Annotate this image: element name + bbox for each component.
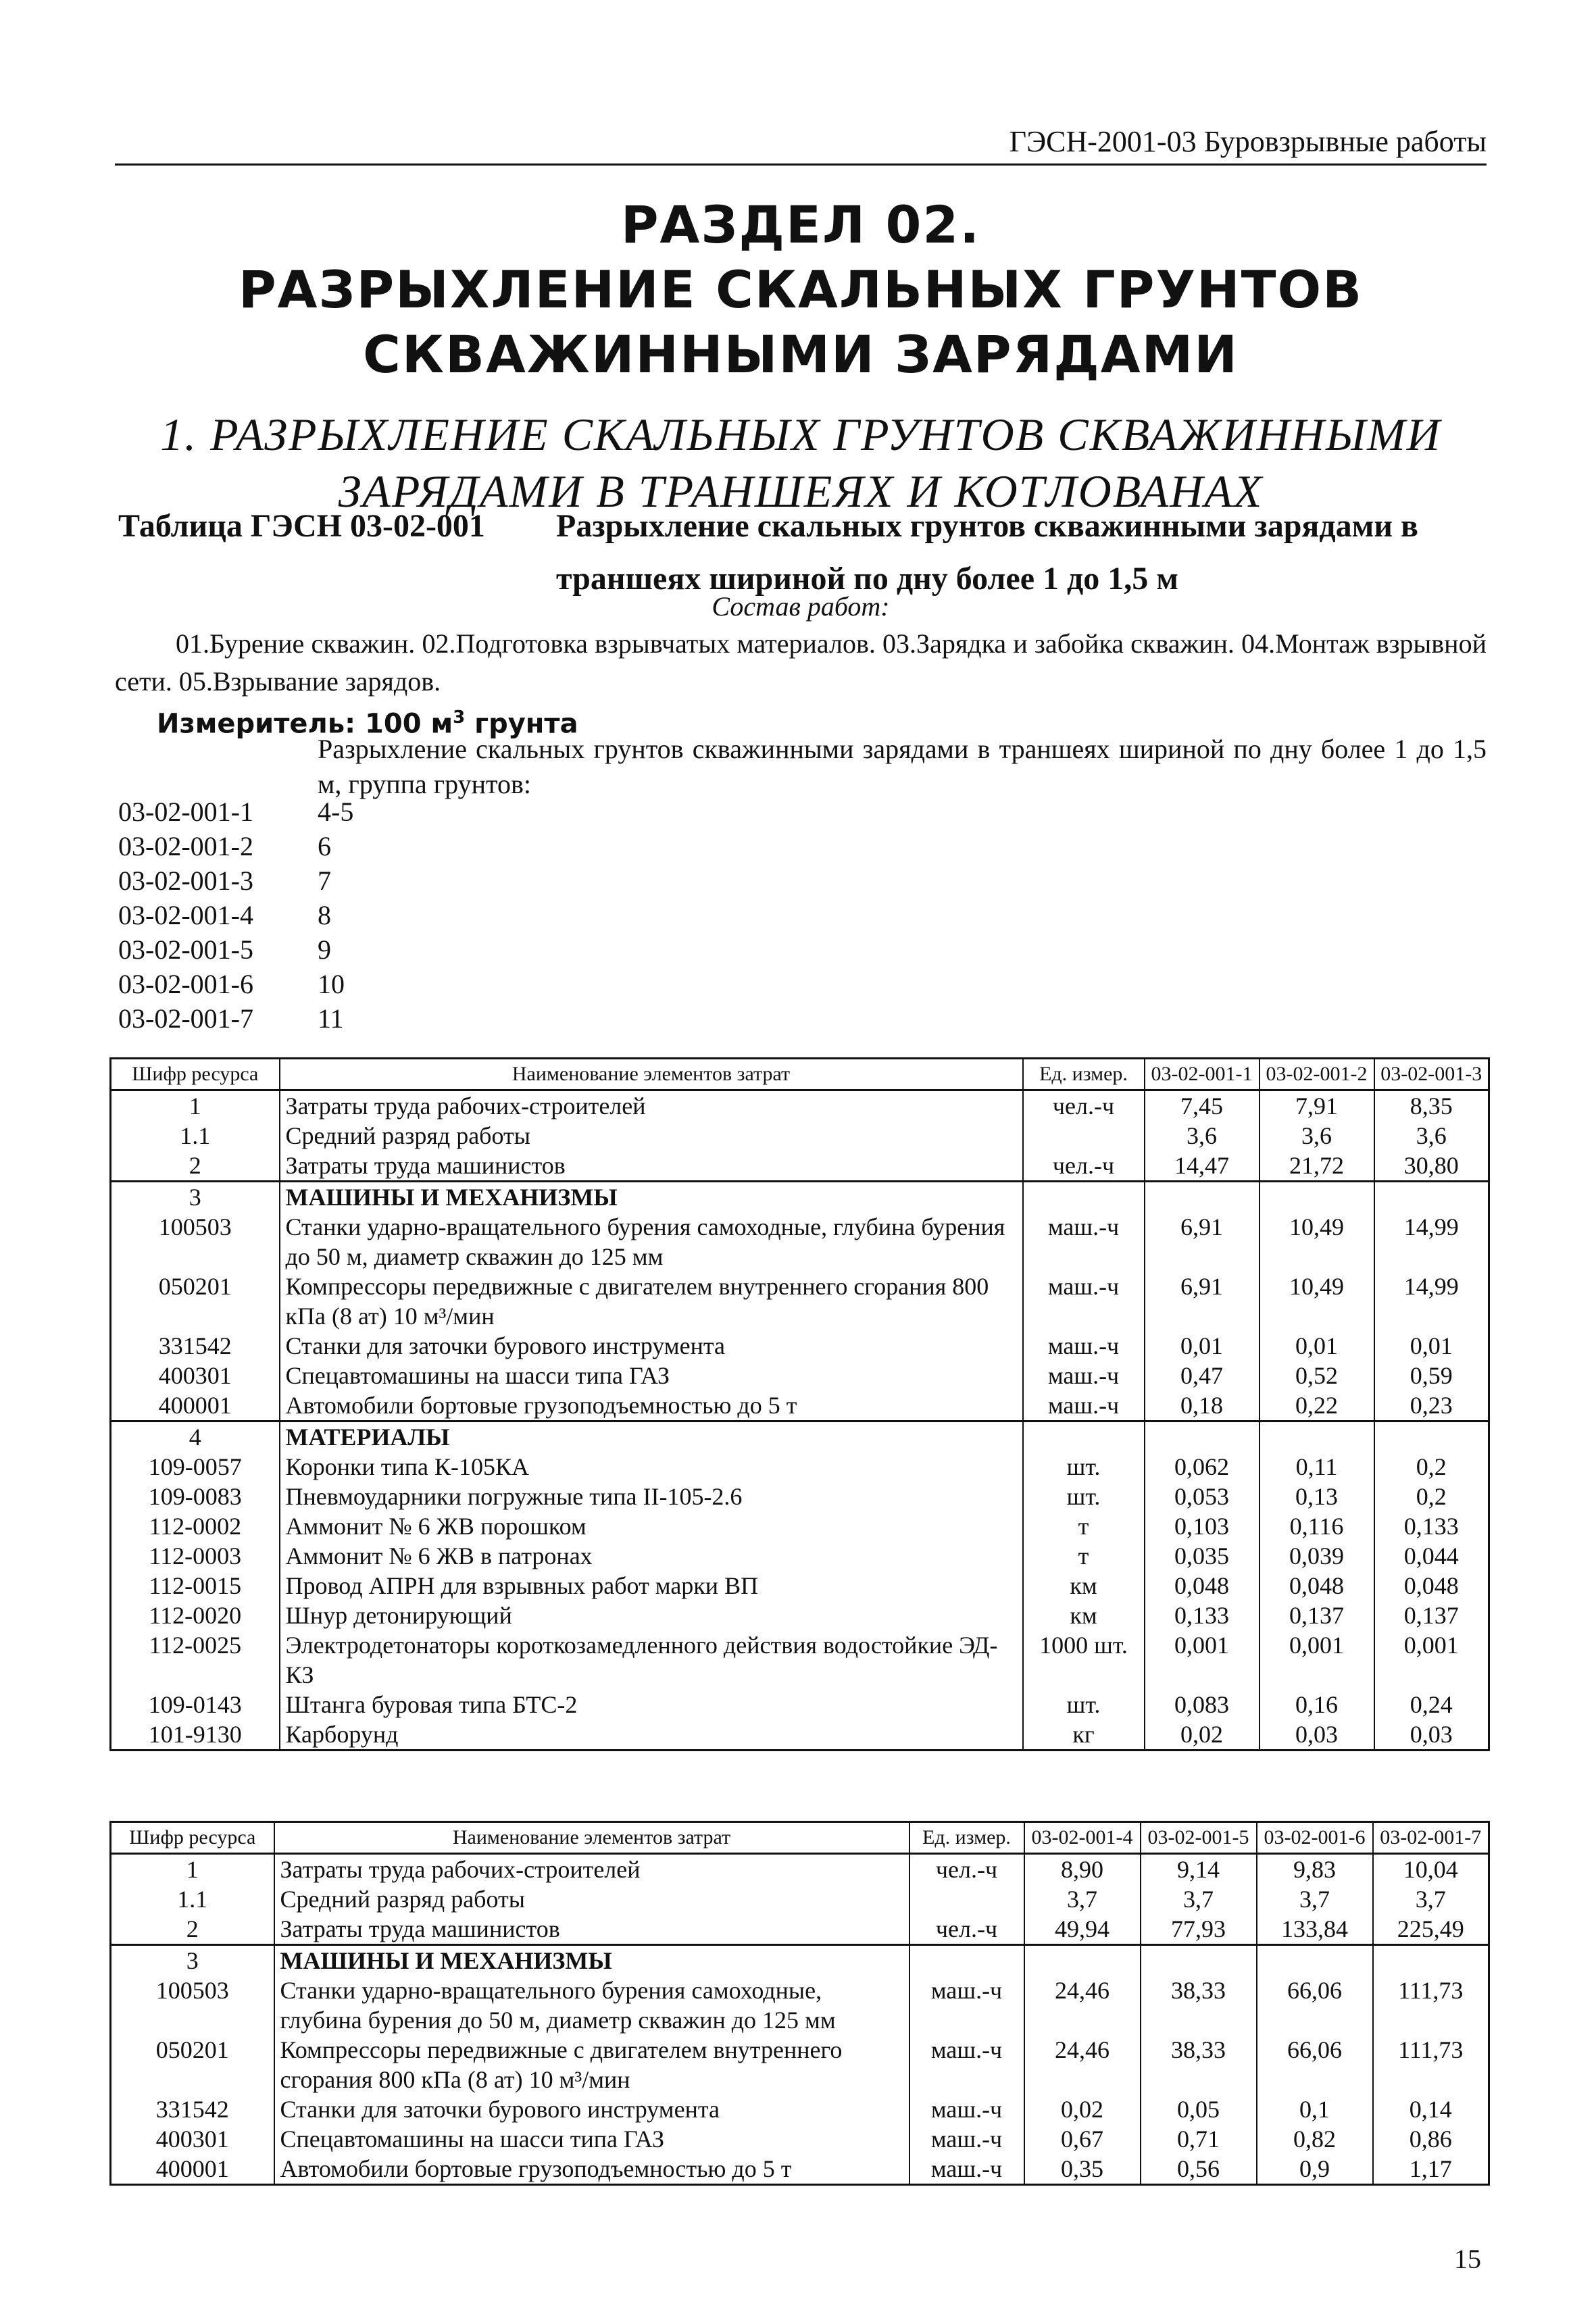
subsection-title-line2: ЗАРЯДАМИ В ТРАНШЕЯХ И КОТЛОВАНАХ	[338, 466, 1264, 517]
resource-value: 0,14	[1373, 2094, 1489, 2124]
resource-value	[1141, 1945, 1257, 1976]
resource-value: 3,6	[1374, 1121, 1489, 1151]
resource-unit	[909, 1884, 1024, 1914]
table-row	[111, 1541, 1489, 1571]
header-col: 03-02-001-5	[1141, 1822, 1257, 1854]
composition-heading: Состав работ:	[712, 591, 890, 622]
resource-value: 10,49	[1260, 1272, 1374, 1331]
header-code: Шифр ресурса	[111, 1822, 274, 1854]
resource-value	[1145, 1182, 1260, 1213]
code-row	[118, 829, 353, 863]
title-block	[115, 193, 1487, 520]
resource-name: Станки ударно-вращательного бурения самоходные, глубина бурения до 50 м, диаметр скважин до 125 мм	[280, 1212, 1023, 1272]
resource-value: 21,72	[1260, 1151, 1374, 1182]
resource-code: 112-0020	[111, 1601, 280, 1630]
resource-value	[1260, 1182, 1374, 1213]
table-row	[111, 1630, 1489, 1690]
unit-prefix: Измеритель: 100 м	[157, 708, 453, 740]
resource-value: 0,137	[1260, 1601, 1374, 1630]
header-col: 03-02-001-3	[1374, 1059, 1489, 1090]
code-row	[118, 1001, 353, 1036]
resource-value: 3,7	[1141, 1884, 1257, 1914]
table-body	[111, 1854, 1489, 2185]
table-row	[111, 2035, 1489, 2094]
resource-value: 111,73	[1373, 2035, 1489, 2094]
resource-value: 0,02	[1024, 2094, 1141, 2124]
resource-unit: маш.-ч	[909, 1976, 1024, 2035]
resource-unit: маш.-ч	[909, 2035, 1024, 2094]
resource-unit: шт.	[1023, 1452, 1145, 1482]
resource-value: 38,33	[1141, 1976, 1257, 2035]
resource-unit: чел.-ч	[909, 1854, 1024, 1885]
resource-code: 100503	[111, 1976, 274, 2035]
resource-value: 0,18	[1145, 1390, 1260, 1422]
resource-value: 111,73	[1373, 1976, 1489, 2035]
resource-value: 0,083	[1145, 1690, 1260, 1719]
resource-value: 10,04	[1373, 1854, 1489, 1885]
resource-value: 0,116	[1260, 1511, 1374, 1541]
resource-code: 050201	[111, 2035, 274, 2094]
resource-unit: маш.-ч	[1023, 1361, 1145, 1390]
resource-value: 0,82	[1257, 2124, 1373, 2154]
resource-value: 7,91	[1260, 1090, 1374, 1122]
resource-code: 109-0143	[111, 1690, 280, 1719]
resource-name: Аммонит № 6 ЖВ в патронах	[280, 1541, 1023, 1571]
resource-name: Шнур детонирующий	[280, 1601, 1023, 1630]
resource-unit: маш.-ч	[1023, 1331, 1145, 1361]
table-row	[111, 1884, 1489, 1914]
resource-code: 400001	[111, 1390, 280, 1422]
resource-value: 30,80	[1374, 1151, 1489, 1182]
resource-value: 0,01	[1145, 1331, 1260, 1361]
resource-code: 4	[111, 1422, 280, 1453]
resource-value: 0,05	[1141, 2094, 1257, 2124]
table-row	[111, 1212, 1489, 1272]
resource-name: Затраты труда машинистов	[274, 1914, 909, 1945]
table-row	[111, 1151, 1489, 1182]
resource-name: Карборунд	[280, 1719, 1023, 1751]
table-body	[111, 1090, 1489, 1751]
table-row	[111, 1719, 1489, 1751]
resource-value: 0,048	[1374, 1571, 1489, 1601]
resource-value: 0,133	[1145, 1601, 1260, 1630]
table-group-row	[111, 1422, 1489, 1453]
table-row	[111, 1690, 1489, 1719]
norm-code: 03-02-001-1	[118, 797, 253, 827]
resource-value: 0,01	[1374, 1331, 1489, 1361]
code-row	[118, 863, 353, 898]
code-list	[118, 795, 353, 1036]
code-row	[118, 795, 353, 829]
resource-code: 1.1	[111, 1121, 280, 1151]
resource-value: 49,94	[1024, 1914, 1141, 1945]
table-row	[111, 1601, 1489, 1630]
section-title-line2: РАЗРЫХЛЕНИЕ СКАЛЬНЫХ ГРУНТОВ	[238, 259, 1364, 320]
resource-name: Компрессоры передвижные с двигателем внутреннего сгорания 800 кПа (8 ат) 10 м³/мин	[274, 2035, 909, 2094]
resource-value: 9,14	[1141, 1854, 1257, 1885]
resource-value: 66,06	[1257, 2035, 1373, 2094]
soil-group: 7	[318, 865, 331, 896]
resource-value: 0,1	[1257, 2094, 1373, 2124]
resource-name: Станки ударно-вращательного бурения самоходные, глубина бурения до 50 м, диаметр скважин до 125 мм	[274, 1976, 909, 2035]
resource-name: Затраты труда рабочих-строителей	[280, 1090, 1023, 1122]
resource-value: 0,23	[1374, 1390, 1489, 1422]
resource-value: 3,7	[1024, 1884, 1141, 1914]
header-unit: Ед. измер.	[1023, 1059, 1145, 1090]
resource-value: 1,17	[1373, 2154, 1489, 2185]
norm-code: 03-02-001-2	[118, 831, 253, 861]
resource-unit: чел.-ч	[1023, 1090, 1145, 1122]
resource-value: 77,93	[1141, 1914, 1257, 1945]
resource-name: Средний разряд работы	[274, 1884, 909, 1914]
resource-value: 66,06	[1257, 1976, 1373, 2035]
resource-value: 0,35	[1024, 2154, 1141, 2185]
section-title-line1: РАЗДЕЛ 02.	[620, 195, 981, 255]
resource-code: 109-0057	[111, 1452, 280, 1482]
norm-code: 03-02-001-4	[118, 900, 253, 930]
resource-name: Пневмоударники погружные типа II-105-2.6	[280, 1482, 1023, 1511]
resource-unit	[1023, 1121, 1145, 1151]
resource-value: 0,044	[1374, 1541, 1489, 1571]
header-col: 03-02-001-4	[1024, 1822, 1141, 1854]
resource-value: 3,6	[1145, 1121, 1260, 1151]
norm-code: 03-02-001-7	[118, 1003, 253, 1034]
resource-unit: маш.-ч	[909, 2094, 1024, 2124]
resource-unit: шт.	[1023, 1482, 1145, 1511]
resource-name: МАШИНЫ И МЕХАНИЗМЫ	[274, 1945, 909, 1976]
table-row	[111, 2094, 1489, 2124]
resource-value: 0,86	[1373, 2124, 1489, 2154]
resource-name: Штанга буровая типа БТС-2	[280, 1690, 1023, 1719]
resource-name: Затраты труда рабочих-строителей	[274, 1854, 909, 1885]
unit-suffix: грунта	[465, 708, 578, 740]
resource-unit: т	[1023, 1541, 1145, 1571]
resource-value: 0,035	[1145, 1541, 1260, 1571]
header-col: 03-02-001-6	[1257, 1822, 1373, 1854]
table-caption-label: Таблица ГЭСН 03-02-001	[118, 508, 485, 544]
soil-group: 10	[318, 969, 345, 999]
resource-code: 331542	[111, 2094, 274, 2124]
table-group-row	[111, 1182, 1489, 1213]
resource-value: 0,137	[1374, 1601, 1489, 1630]
resource-value: 225,49	[1373, 1914, 1489, 1945]
resource-value: 10,49	[1260, 1212, 1374, 1272]
running-header: ГЭСН-2001-03 Буровзрывные работы	[115, 122, 1487, 166]
resource-value: 9,83	[1257, 1854, 1373, 1885]
resource-value: 24,46	[1024, 2035, 1141, 2094]
resource-name: Средний разряд работы	[280, 1121, 1023, 1151]
resource-name: МАТЕРИАЛЫ	[280, 1422, 1023, 1453]
table-row	[111, 1511, 1489, 1541]
resource-code: 331542	[111, 1331, 280, 1361]
resource-name: Коронки типа К-105КА	[280, 1452, 1023, 1482]
resource-value: 0,52	[1260, 1361, 1374, 1390]
resource-value: 0,062	[1145, 1452, 1260, 1482]
resource-value: 0,001	[1145, 1630, 1260, 1690]
resource-unit: км	[1023, 1601, 1145, 1630]
resource-value: 0,71	[1141, 2124, 1257, 2154]
header-col: 03-02-001-1	[1145, 1059, 1260, 1090]
resource-code: 1.1	[111, 1884, 274, 1914]
table-row	[111, 1272, 1489, 1331]
resource-value: 0,039	[1260, 1541, 1374, 1571]
resource-unit: км	[1023, 1571, 1145, 1601]
resource-table-2	[109, 1821, 1490, 2186]
resource-value: 0,11	[1260, 1452, 1374, 1482]
resource-code: 2	[111, 1914, 274, 1945]
section-title-line3: СКВАЖИННЫМИ ЗАРЯДАМИ	[363, 324, 1239, 384]
table-header-row	[111, 1822, 1489, 1854]
code-row	[118, 967, 353, 1001]
resource-unit	[909, 1945, 1024, 1976]
resource-value: 7,45	[1145, 1090, 1260, 1122]
resource-code: 2	[111, 1151, 280, 1182]
resource-value: 0,13	[1260, 1482, 1374, 1511]
resource-value: 0,9	[1257, 2154, 1373, 2185]
table-row	[111, 2154, 1489, 2185]
table-row	[111, 1482, 1489, 1511]
resource-value: 0,048	[1145, 1571, 1260, 1601]
resource-value: 0,03	[1260, 1719, 1374, 1751]
norm-code: 03-02-001-6	[118, 969, 253, 999]
resource-value: 0,03	[1374, 1719, 1489, 1751]
soil-group: 9	[318, 934, 331, 965]
header-code: Шифр ресурса	[111, 1059, 280, 1090]
resource-unit: кг	[1023, 1719, 1145, 1751]
resource-value	[1374, 1182, 1489, 1213]
resource-unit: т	[1023, 1511, 1145, 1541]
resource-value: 0,01	[1260, 1331, 1374, 1361]
resource-value: 14,99	[1374, 1212, 1489, 1272]
code-row	[118, 898, 353, 932]
header-unit: Ед. измер.	[909, 1822, 1024, 1854]
resource-value: 0,22	[1260, 1390, 1374, 1422]
soil-group: 8	[318, 900, 331, 930]
resource-unit: 1000 шт.	[1023, 1630, 1145, 1690]
resource-value: 0,2	[1374, 1482, 1489, 1511]
resource-value: 3,7	[1373, 1884, 1489, 1914]
resource-code: 112-0015	[111, 1571, 280, 1601]
resource-code: 3	[111, 1945, 274, 1976]
resource-name: МАШИНЫ И МЕХАНИЗМЫ	[280, 1182, 1023, 1213]
resource-code: 400301	[111, 1361, 280, 1390]
resource-value	[1145, 1422, 1260, 1453]
resource-code: 3	[111, 1182, 280, 1213]
resource-value	[1260, 1422, 1374, 1453]
resource-table-1	[109, 1057, 1490, 1751]
norm-description: Разрыхление скальных грунтов скважинными зарядами в траншеях шириной по дну более 1 до 1,5 м, группа грунтов:	[318, 734, 1487, 799]
resource-name: Станки для заточки бурового инструмента	[274, 2094, 909, 2124]
table-row	[111, 1361, 1489, 1390]
resource-code: 112-0002	[111, 1511, 280, 1541]
table-row	[111, 1571, 1489, 1601]
resource-name: Автомобили бортовые грузоподъемностью до 5 т	[280, 1390, 1023, 1422]
resource-value	[1373, 1945, 1489, 1976]
table-row	[111, 1331, 1489, 1361]
resource-value: 6,91	[1145, 1212, 1260, 1272]
resource-code: 112-0025	[111, 1630, 280, 1690]
resource-name: Спецавтомашины на шасси типа ГАЗ	[280, 1361, 1023, 1390]
resource-name: Автомобили бортовые грузоподъемностью до 5 т	[274, 2154, 909, 2185]
resource-unit	[1023, 1182, 1145, 1213]
resource-value: 0,47	[1145, 1361, 1260, 1390]
resource-name: Провод АПРН для взрывных работ марки ВП	[280, 1571, 1023, 1601]
resource-value: 24,46	[1024, 1976, 1141, 2035]
resource-name: Аммонит № 6 ЖВ порошком	[280, 1511, 1023, 1541]
resource-value: 0,2	[1374, 1452, 1489, 1482]
unit-power: 3	[453, 707, 466, 728]
table-group-row	[111, 1945, 1489, 1976]
table-row	[111, 1121, 1489, 1151]
resource-unit	[1023, 1422, 1145, 1453]
resource-value: 14,99	[1374, 1272, 1489, 1331]
resource-value: 0,001	[1374, 1630, 1489, 1690]
soil-group: 4-5	[318, 797, 354, 827]
header-name: Наименование элементов затрат	[274, 1822, 909, 1854]
header-col: 03-02-001-7	[1373, 1822, 1489, 1854]
resource-value: 0,59	[1374, 1361, 1489, 1390]
resource-value	[1024, 1945, 1141, 1976]
table-row	[111, 1914, 1489, 1945]
table-row	[111, 1854, 1489, 1885]
resource-value: 133,84	[1257, 1914, 1373, 1945]
resource-code: 100503	[111, 1212, 280, 1272]
norm-code: 03-02-001-3	[118, 865, 253, 896]
resource-code: 109-0083	[111, 1482, 280, 1511]
resource-name: Компрессоры передвижные с двигателем внутреннего сгорания 800 кПа (8 ат) 10 м³/мин	[280, 1272, 1023, 1331]
resource-value: 0,16	[1260, 1690, 1374, 1719]
resource-unit: чел.-ч	[909, 1914, 1024, 1945]
table-row	[111, 1976, 1489, 2035]
norm-code: 03-02-001-5	[118, 934, 253, 965]
header-name: Наименование элементов затрат	[280, 1059, 1023, 1090]
resource-unit: чел.-ч	[1023, 1151, 1145, 1182]
resource-unit: шт.	[1023, 1690, 1145, 1719]
resource-value: 0,56	[1141, 2154, 1257, 2185]
resource-unit: маш.-ч	[909, 2154, 1024, 2185]
resource-unit: маш.-ч	[1023, 1272, 1145, 1331]
header-col: 03-02-001-2	[1260, 1059, 1374, 1090]
resource-name: Спецавтомашины на шасси типа ГАЗ	[274, 2124, 909, 2154]
resource-code: 400301	[111, 2124, 274, 2154]
resource-code: 050201	[111, 1272, 280, 1331]
resource-name: Затраты труда машинистов	[280, 1151, 1023, 1182]
composition-text: 01.Бурение скважин. 02.Подготовка взрывчатых материалов. 03.Зарядка и забойка скважин. 04.Монтаж взрывной сети. 05.Взрывание зарядов.	[115, 628, 1487, 697]
page-number: 15	[1454, 2244, 1481, 2274]
resource-value: 3,7	[1257, 1884, 1373, 1914]
resource-name: Электродетонаторы короткозамедленного действия водостойкие ЭД-КЗ	[280, 1630, 1023, 1690]
table-row	[111, 1090, 1489, 1122]
resource-value: 0,001	[1260, 1630, 1374, 1690]
resource-code: 1	[111, 1090, 280, 1122]
resource-value: 0,24	[1374, 1690, 1489, 1719]
resource-value: 8,90	[1024, 1854, 1141, 1885]
resource-code: 112-0003	[111, 1541, 280, 1571]
resource-code: 101-9130	[111, 1719, 280, 1751]
resource-unit: маш.-ч	[909, 2124, 1024, 2154]
table-row	[111, 1390, 1489, 1422]
resource-value: 0,048	[1260, 1571, 1374, 1601]
resource-code: 1	[111, 1854, 274, 1885]
resource-value	[1374, 1422, 1489, 1453]
resource-value: 0,67	[1024, 2124, 1141, 2154]
resource-value: 14,47	[1145, 1151, 1260, 1182]
table-caption-title: Разрыхление скальных грунтов скважинными зарядами в траншеях шириной по дну более 1 до 1,5 м	[556, 508, 1418, 597]
soil-group: 6	[318, 831, 331, 861]
table-row	[111, 2124, 1489, 2154]
resource-value: 8,35	[1374, 1090, 1489, 1122]
resource-value: 6,91	[1145, 1272, 1260, 1331]
resource-value	[1257, 1945, 1373, 1976]
soil-group: 11	[318, 1003, 344, 1034]
resource-value: 0,02	[1145, 1719, 1260, 1751]
table-row	[111, 1452, 1489, 1482]
resource-value: 38,33	[1141, 2035, 1257, 2094]
resource-code: 400001	[111, 2154, 274, 2185]
resource-value: 0,053	[1145, 1482, 1260, 1511]
resource-unit: маш.-ч	[1023, 1212, 1145, 1272]
code-row	[118, 932, 353, 967]
resource-value: 0,133	[1374, 1511, 1489, 1541]
resource-name: Станки для заточки бурового инструмента	[280, 1331, 1023, 1361]
table-header-row	[111, 1059, 1489, 1090]
resource-value: 3,6	[1260, 1121, 1374, 1151]
resource-value: 0,103	[1145, 1511, 1260, 1541]
resource-unit: маш.-ч	[1023, 1390, 1145, 1422]
subsection-title-line1: 1. РАЗРЫХЛЕНИЕ СКАЛЬНЫХ ГРУНТОВ СКВАЖИННЫМИ	[160, 409, 1441, 460]
